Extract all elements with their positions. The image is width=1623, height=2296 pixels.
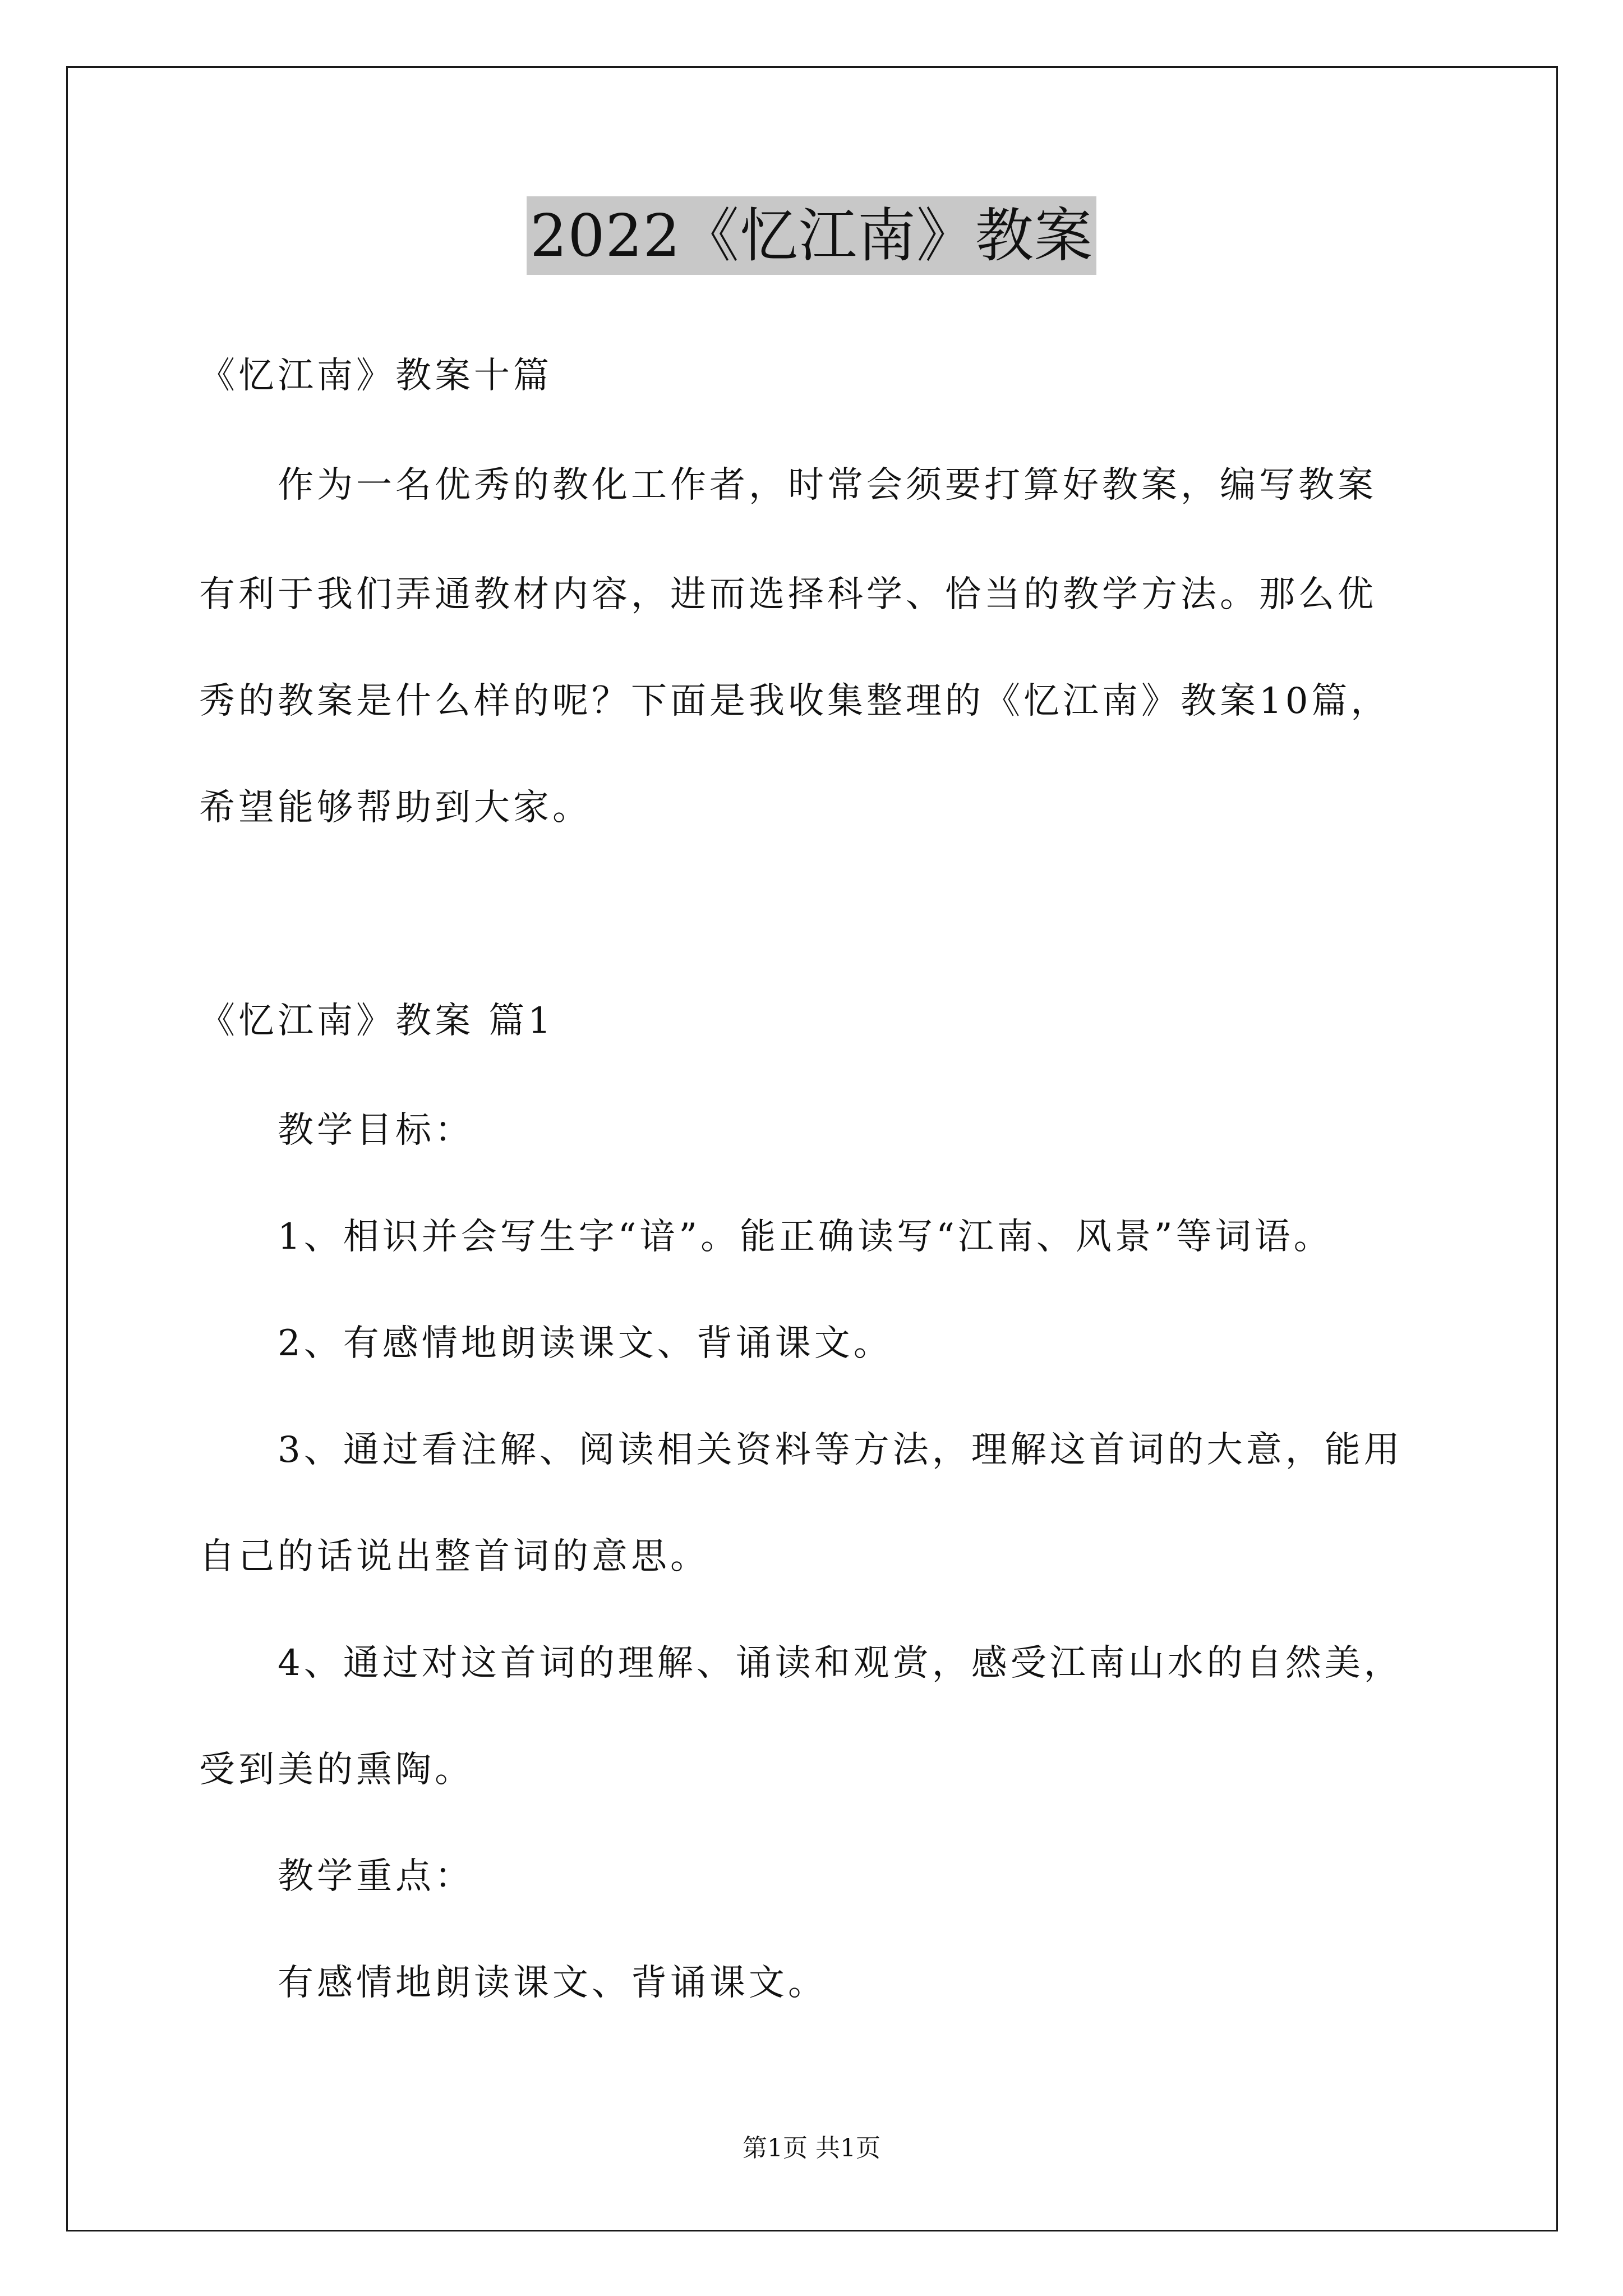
section-heading: 《忆江南》教案 篇1 xyxy=(199,1000,555,1042)
intro-line-1: 作为一名优秀的教化工作者，时常会须要打算好教案，编写教案 xyxy=(278,464,1377,506)
goals-label: 教学目标： xyxy=(278,1110,474,1151)
intro-line-4: 希望能够帮助到大家。 xyxy=(199,787,592,829)
focus-text: 有感情地朗读课文、背诵课文。 xyxy=(278,1962,827,2004)
document-subtitle: 《忆江南》教案十篇 xyxy=(199,355,552,397)
focus-label: 教学重点： xyxy=(278,1856,474,1897)
goal-item-1: 1、相识并会写生字“谙”。能正确读写“江南、风景”等词语。 xyxy=(278,1216,1333,1258)
page-footer: 第1页 共1页 xyxy=(743,2134,880,2162)
intro-line-2: 有利于我们弄通教材内容，进而选择科学、恰当的教学方法。那么优 xyxy=(199,574,1377,615)
goal-item-2: 2、有感情地朗读课文、背诵课文。 xyxy=(278,1323,893,1364)
title-container xyxy=(0,196,1623,275)
goal-item-3-line-2: 自己的话说出整首词的意思。 xyxy=(199,1536,709,1577)
goal-item-4-line-2: 受到美的熏陶。 xyxy=(199,1749,474,1791)
document-title: 2022《忆江南》教案 xyxy=(527,196,1096,275)
intro-line-3: 秀的教案是什么样的呢？下面是我收集整理的《忆江南》教案10篇， xyxy=(199,680,1390,722)
goal-item-3-line-1: 3、通过看注解、阅读相关资料等方法，理解这首词的大意，能用 xyxy=(278,1429,1403,1471)
goal-item-4-line-1: 4、通过对这首词的理解、诵读和观赏，感受江南山水的自然美， xyxy=(278,1642,1403,1684)
